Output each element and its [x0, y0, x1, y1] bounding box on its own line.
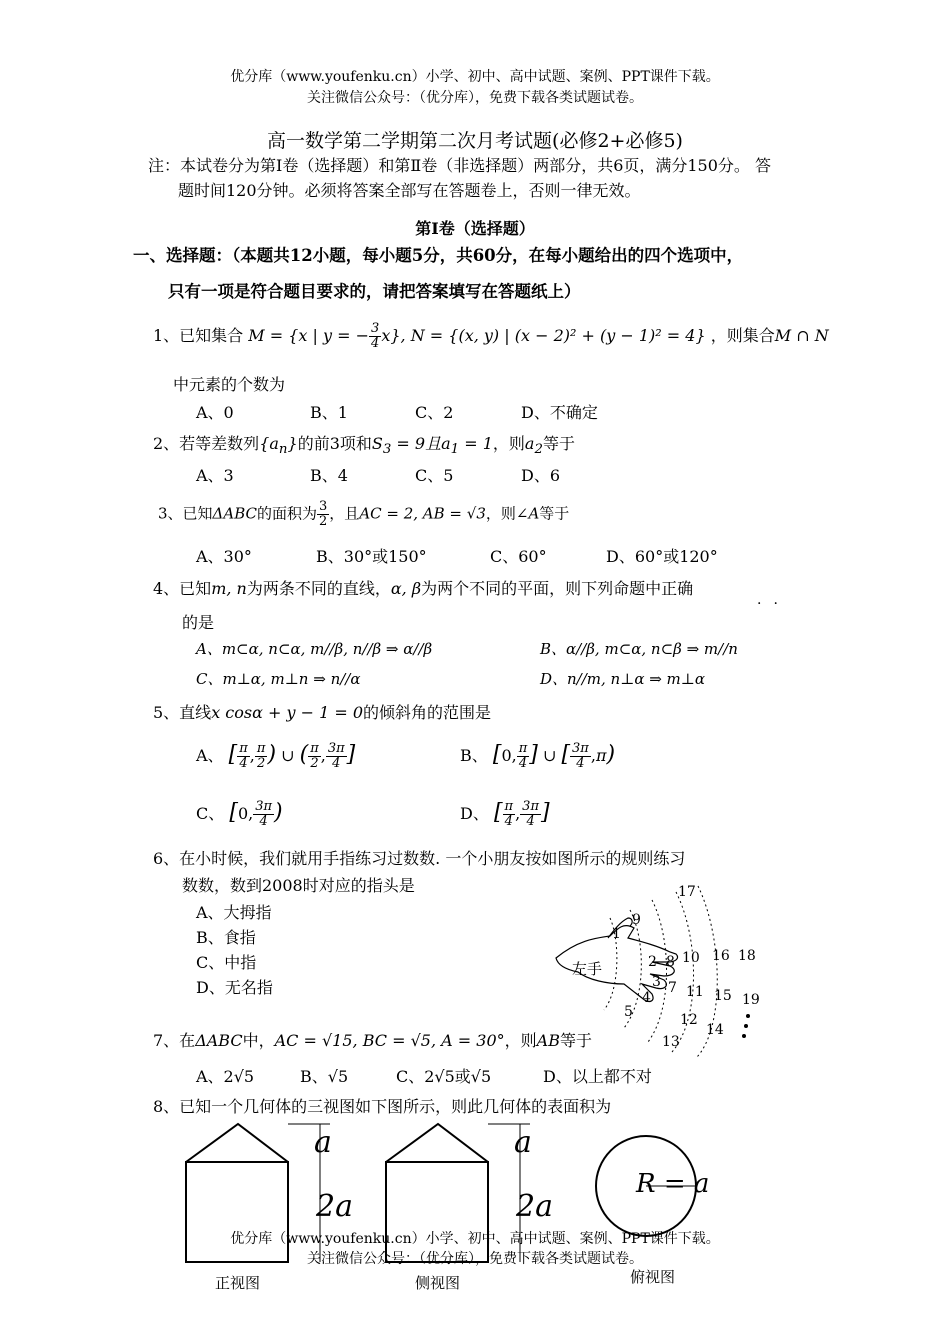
q3-option-c: C、60° [490, 547, 547, 566]
q3-text-c: ，且 [329, 504, 360, 523]
front-height-2a: 2a [316, 1189, 353, 1224]
view-label-top: 俯视图 [630, 1268, 676, 1286]
q3-text-a: 3、已知 [158, 504, 213, 523]
view-label-front: 正视图 [215, 1274, 261, 1292]
q7-text-b: 中， [242, 1031, 275, 1050]
side-height-a: a [514, 1125, 532, 1160]
question-4-stem: 4、已知m, n为两条不同的直线，α, β为两个不同的平面，则下列命题中正确 [153, 579, 694, 598]
section-line-2: 只有一项是符合题目要求的，请把答案填写在答题纸上） [168, 282, 581, 301]
q7-option-d: D、以上都不对 [543, 1067, 652, 1086]
note-line-2: 题时间120分钟。必须将答案全部写在答题卷上，否则一律无效。 [178, 181, 641, 200]
q2-text-c: ，则 [492, 434, 525, 453]
q5-option-d: D、 [ $\frac{\pi}{4}$ , $\frac{3\pi}{4}$ ] [460, 799, 550, 829]
q7-text-d: 等于 [559, 1031, 592, 1050]
num-1: 1 [612, 926, 621, 942]
num-4: 4 [642, 990, 651, 1006]
q6-option-a: A、大拇指 [196, 903, 272, 922]
question-3-stem: 3、已知ΔABC的面积为 $\frac{3}{2}$ ，且AC = 2, AB = √3，则∠A等于 [158, 499, 570, 529]
num-19: 19 [742, 992, 760, 1008]
q3-option-b: B、30°或150° [316, 547, 427, 566]
q6-stem-1: 6、在小时候，我们就用手指练习过数数. 一个小朋友按如图所示的规则练习 [153, 849, 686, 868]
q5-label-b: B、 [460, 746, 488, 765]
q1-option-b: B、1 [310, 403, 348, 422]
question-1-stem: 1、已知集合 M = {x | y = − $\frac{3}{4}$ x}, N = {(x, y) | (x − 2)² + (y − 1)² = 4} ，则集合M ∩ N [153, 321, 829, 351]
q3-text-e: 等于 [539, 504, 570, 523]
q5-label-c: C、 [196, 804, 225, 823]
num-16: 16 [712, 948, 730, 964]
question-2-stem: 2、若等差数列$\{a_n\}$的前3项和$S_3 = 9$且$a_1 = 1$，则$a_2$等于 [153, 434, 575, 458]
footer-line-1: 优分库（www.youfenku.cn）小学、初中、高中试题、案例、PPT课件下载。 [230, 1231, 720, 1247]
question-7-stem: 7、在ΔABC中，AC = √15, BC = √5, A = 30°，则AB等于 [153, 1031, 592, 1050]
q5-option-c: C、 [0, $\frac{3\pi}{4}$ ) [196, 799, 283, 829]
q2-option-c: C、5 [415, 466, 454, 485]
q7-text-c: ，则 [504, 1031, 537, 1050]
num-5: 5 [624, 1004, 633, 1020]
hand-label: 左手 [572, 960, 603, 978]
header-line-2: 关注微信公众号：（优分库），免费下载各类试题试卷。 [307, 90, 643, 106]
num-7: 7 [668, 980, 677, 996]
view-label-side: 侧视图 [415, 1274, 461, 1292]
side-height-2a: 2a [516, 1189, 553, 1224]
q1-formula: M = {x | y = − $\frac{3}{4}$ x}, N = {(x, y) | (x − 2)² + (y − 1)² = 4} [248, 321, 706, 351]
q6-stem-2: 数数，数到2008时对应的指头是 [182, 876, 415, 895]
q2-option-d: D、6 [521, 466, 561, 485]
num-10: 10 [682, 950, 700, 966]
continuation-dots [742, 1014, 750, 1038]
q1-option-a: A、0 [196, 403, 234, 422]
q3-option-a: A、30° [196, 547, 252, 566]
q6-option-d: D、无名指 [196, 978, 273, 997]
q7-option-c: C、2√5或√5 [396, 1067, 492, 1086]
question-5-stem: 5、直线x cosα + y − 1 = 0的倾斜角的范围是 [153, 703, 492, 722]
footer-line-2: 关注微信公众号：（优分库），免费下载各类试题试卷。 [307, 1251, 643, 1267]
finger-numbers [612, 884, 760, 1050]
num-12: 12 [680, 1012, 698, 1028]
q1-text-c: 中元素的个数为 [173, 375, 286, 394]
q4-option-c: C、m⊥α, m⊥n ⇒ n//α [196, 670, 361, 688]
q1-option-d: D、不确定 [521, 403, 598, 422]
num-11: 11 [686, 984, 704, 1000]
q3-text-d: ，则 [485, 504, 516, 523]
q5-option-b: B、 [0, $\frac{\pi}{4}$ ] ∪ [ $\frac{3\pi}{4}$ ,π) [460, 741, 616, 771]
q3-text-b: 的面积为 [257, 504, 318, 523]
q5-option-a: A、 [ $\frac{\pi}{4}$ , $\frac{\pi}{2}$ ) ∪ ( $\frac{\pi}{2}$ , $\frac{3\pi}{4}$ ] [196, 741, 356, 771]
q5-text-a: 5、直线 [153, 703, 212, 722]
radius-label: R = a [636, 1169, 710, 1199]
section-line-1: 一、选择题：（本题共12小题，每小题5分，共60分，在每小题给出的四个选项中， [133, 246, 744, 265]
arc-4 [672, 892, 694, 1052]
q6-option-c: C、中指 [196, 953, 257, 972]
num-17: 17 [678, 884, 696, 900]
num-14: 14 [706, 1022, 724, 1038]
q7-option-a: A、2√5 [196, 1067, 255, 1086]
num-3: 3 [652, 974, 661, 990]
num-8: 8 [666, 954, 675, 970]
q7-text-a: 7、在 [153, 1031, 196, 1050]
q4-option-d: D、n//m, n⊥α ⇒ m⊥α [540, 670, 706, 688]
q4-option-a: A、m⊂α, n⊂α, m//β, n//β ⇒ α//β [196, 640, 433, 658]
q5-label-d: D、 [460, 804, 489, 823]
q5-text-b: 的倾斜角的范围是 [363, 703, 492, 722]
num-13: 13 [662, 1034, 680, 1050]
q1-text-b: ，则集合 [710, 326, 775, 345]
part-title: 第Ⅰ卷（选择题） [415, 219, 535, 238]
q4-text-b: 为两条不同的直线， [246, 579, 391, 598]
num-9: 9 [632, 912, 641, 928]
q4-text-d: 的是 [182, 613, 215, 632]
q4-text-a: 4、已知 [153, 579, 212, 598]
num-2: 2 [648, 954, 657, 970]
arc-3 [648, 900, 667, 1042]
q4-option-b: B、α//β, m⊂α, n⊂β ⇒ m//n [540, 640, 738, 658]
q1-text-a: 1、已知集合 [153, 326, 244, 345]
emphasis-dots: ·· [757, 596, 790, 612]
q2-option-a: A、3 [196, 466, 234, 485]
header-line-1: 优分库（www.youfenku.cn）小学、初中、高中试题、案例、PPT课件下载。 [230, 69, 720, 85]
note-line-1: 注：本试卷分为第Ⅰ卷（选择题）和第Ⅱ卷（非选择题）两部分，共6页，满分150分。 答 [148, 156, 772, 175]
q4-text-c: 为两个不同的平面，则下列命题中正确 [421, 579, 694, 598]
num-15: 15 [714, 988, 732, 1004]
q3-option-d: D、60°或120° [606, 547, 718, 566]
q2-text-a: 2、若等差数列 [153, 434, 260, 453]
q1-option-c: C、2 [415, 403, 454, 422]
front-height-a: a [314, 1125, 332, 1160]
q7-option-b: B、√5 [300, 1067, 349, 1086]
q2-text-b: 的前3项和 [297, 434, 372, 453]
q8-stem: 8、已知一个几何体的三视图如下图所示，则此几何体的表面积为 [153, 1097, 612, 1116]
num-18: 18 [738, 948, 756, 964]
q2-text-d: 等于 [542, 434, 575, 453]
q5-label-a: A、 [196, 746, 224, 765]
q6-option-b: B、食指 [196, 928, 256, 947]
page-title: 高一数学第二学期第二次月考试题(必修2+必修5) [267, 130, 683, 152]
q2-option-b: B、4 [310, 466, 348, 485]
